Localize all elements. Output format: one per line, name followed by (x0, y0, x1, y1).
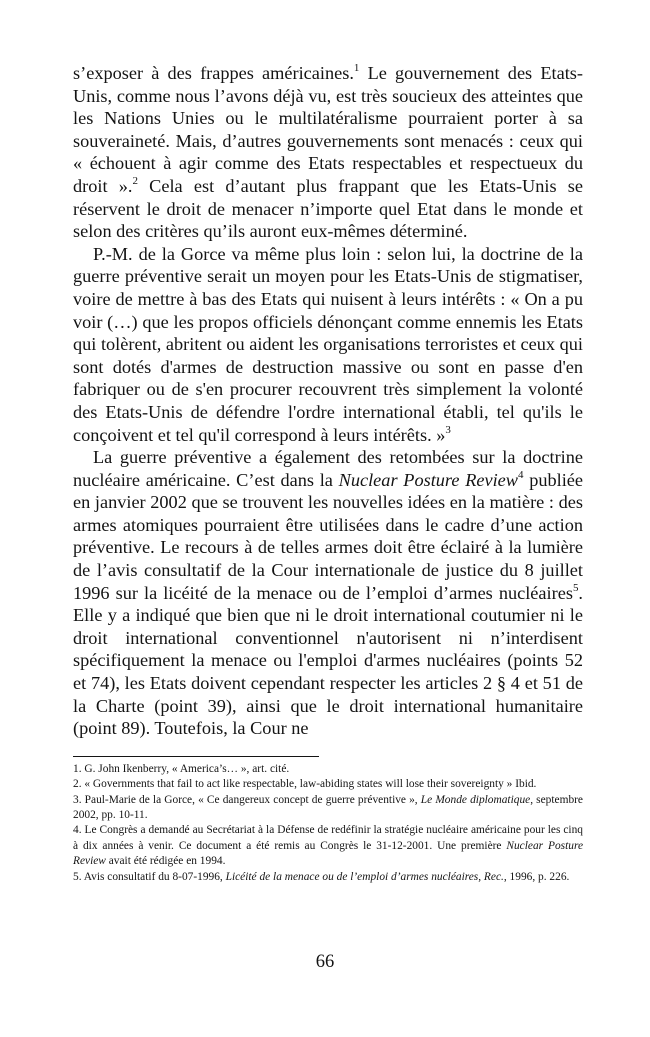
footnote-3 (73, 793, 583, 824)
text-run: , septembre 2002, pp. 10-11. (73, 793, 583, 822)
footnote-ref-2: 2 (132, 174, 138, 187)
text-run: publiée en janvier 2002 que se trouvent les nouvelles idées en la matière : des armes atomiques pourraient être utilisées dans le cadre d’une action préventive. Le recours à de telles armes doit être éclairé à la lumière de l’avis consultatif de la Cour internationale de justice du 8 juillet 1996 sur la licéité de la menace ou de l’emploi d’armes nucléaires (73, 469, 584, 603)
footnote-ref-3: 3 (445, 423, 451, 436)
text-run: 3. Paul-Marie de la Gorce, « Ce dangereux concept de guerre préventive », (73, 793, 421, 806)
paragraph-3 (73, 446, 583, 740)
italic-title: Nuclear Posture Review (73, 839, 584, 868)
italic-title: Le Monde diplomatique (420, 793, 531, 806)
text-run: Cela est d’autant plus frappant que les Etats-Unis se réservent le droit de menacer n’importe quel Etat dans le monde et selon des critères qu’ils auront eux-mêmes déterminé. (73, 175, 584, 242)
footnote-1: 1. G. John Ikenberry, « America’s… », art. cité. (73, 762, 290, 775)
text-run: s’exposer à des frappes américaines. (73, 63, 354, 83)
footnote-ref-5: 5 (572, 581, 579, 594)
text-run: , 1996, p. 226. (503, 870, 570, 883)
italic-title: Licéité de la menace ou de l’emploi d’armes nucléaires, Rec. (225, 870, 504, 883)
text-run: Le gouvernement des Etats-Unis, comme nous l’avons déjà vu, est très soucieux des atteintes que les Nations Unies ou le multilatéralisme pourraient porter à sa souveraineté. Mais, d’autres gouvernements sont menacés : ceux qui « échouent à agir comme des Etats respectables et respectueux du droit ». (73, 63, 583, 196)
paragraph-2 (73, 243, 583, 446)
footnotes (73, 762, 583, 885)
text-run: avait été rédigée en 1994. (105, 855, 226, 868)
footnote-divider (73, 756, 319, 757)
book-page (73, 62, 583, 885)
italic-title: Nuclear Posture Review (338, 469, 518, 490)
footnote-2: 2. « Governments that fail to act like respectable, law-abiding states will lose their sovereignty » Ibid. (73, 778, 537, 791)
text-run: 4. Le Congrès a demandé au Secrétariat à la Défense de redéfinir la stratégie nucléaire américaine pour les cinq à dix années à venir. Ce document a été remis au Congrès le 31-12-2001. Une première (73, 824, 583, 852)
text-run: . Elle y a indiqué que bien que ni le droit international coutumier ni le droit international conventionnel n'autorisent ni n’interdisent spécifiquement la menace ou l'emploi d'armes nucléaires (points 52 et 74), les Etats doivent cependant respecter les articles 2 § 4 et 51 de la Charte (point 39), ainsi que le droit international humanitaire (point 89). Toutefois, la Cour ne (73, 582, 583, 739)
footnote-4 (73, 823, 583, 869)
footnote-ref-4: 4 (517, 468, 524, 481)
footnote-5 (73, 870, 583, 885)
paragraph-1 (73, 62, 583, 243)
text-run: La guerre préventive a également des retombées sur la doctrine nucléaire américaine. C’est dans la (73, 447, 583, 490)
page-number: 66 (315, 952, 335, 972)
text-run: P.-M. de la Gorce va même plus loin : selon lui, la doctrine de la guerre préventive serait un moyen pour les Etats-Unis de stigmatiser, voire de mettre à bas des Etats qui nuisent à leurs intérêts : « On a pu voir (…) que les propos officiels dénonçant comme ennemis les Etats qui tolèrent, abritent ou aident les organisations terroristes et ceux qui sont dotés d'armes de destruction massive ou sont en passe d'en fabriquer ou de s'en procurer recouvrent très simplement la volonté des Etats-Unis de défendre l'ordre international établi, tel qu'ils le conçoivent et tel qu'il correspond à leurs intérêts. » (73, 243, 583, 445)
text-run: 5. Avis consultatif du 8-07-1996, (73, 870, 226, 883)
footnote-ref-1: 1 (353, 61, 360, 74)
main-text (73, 62, 583, 740)
